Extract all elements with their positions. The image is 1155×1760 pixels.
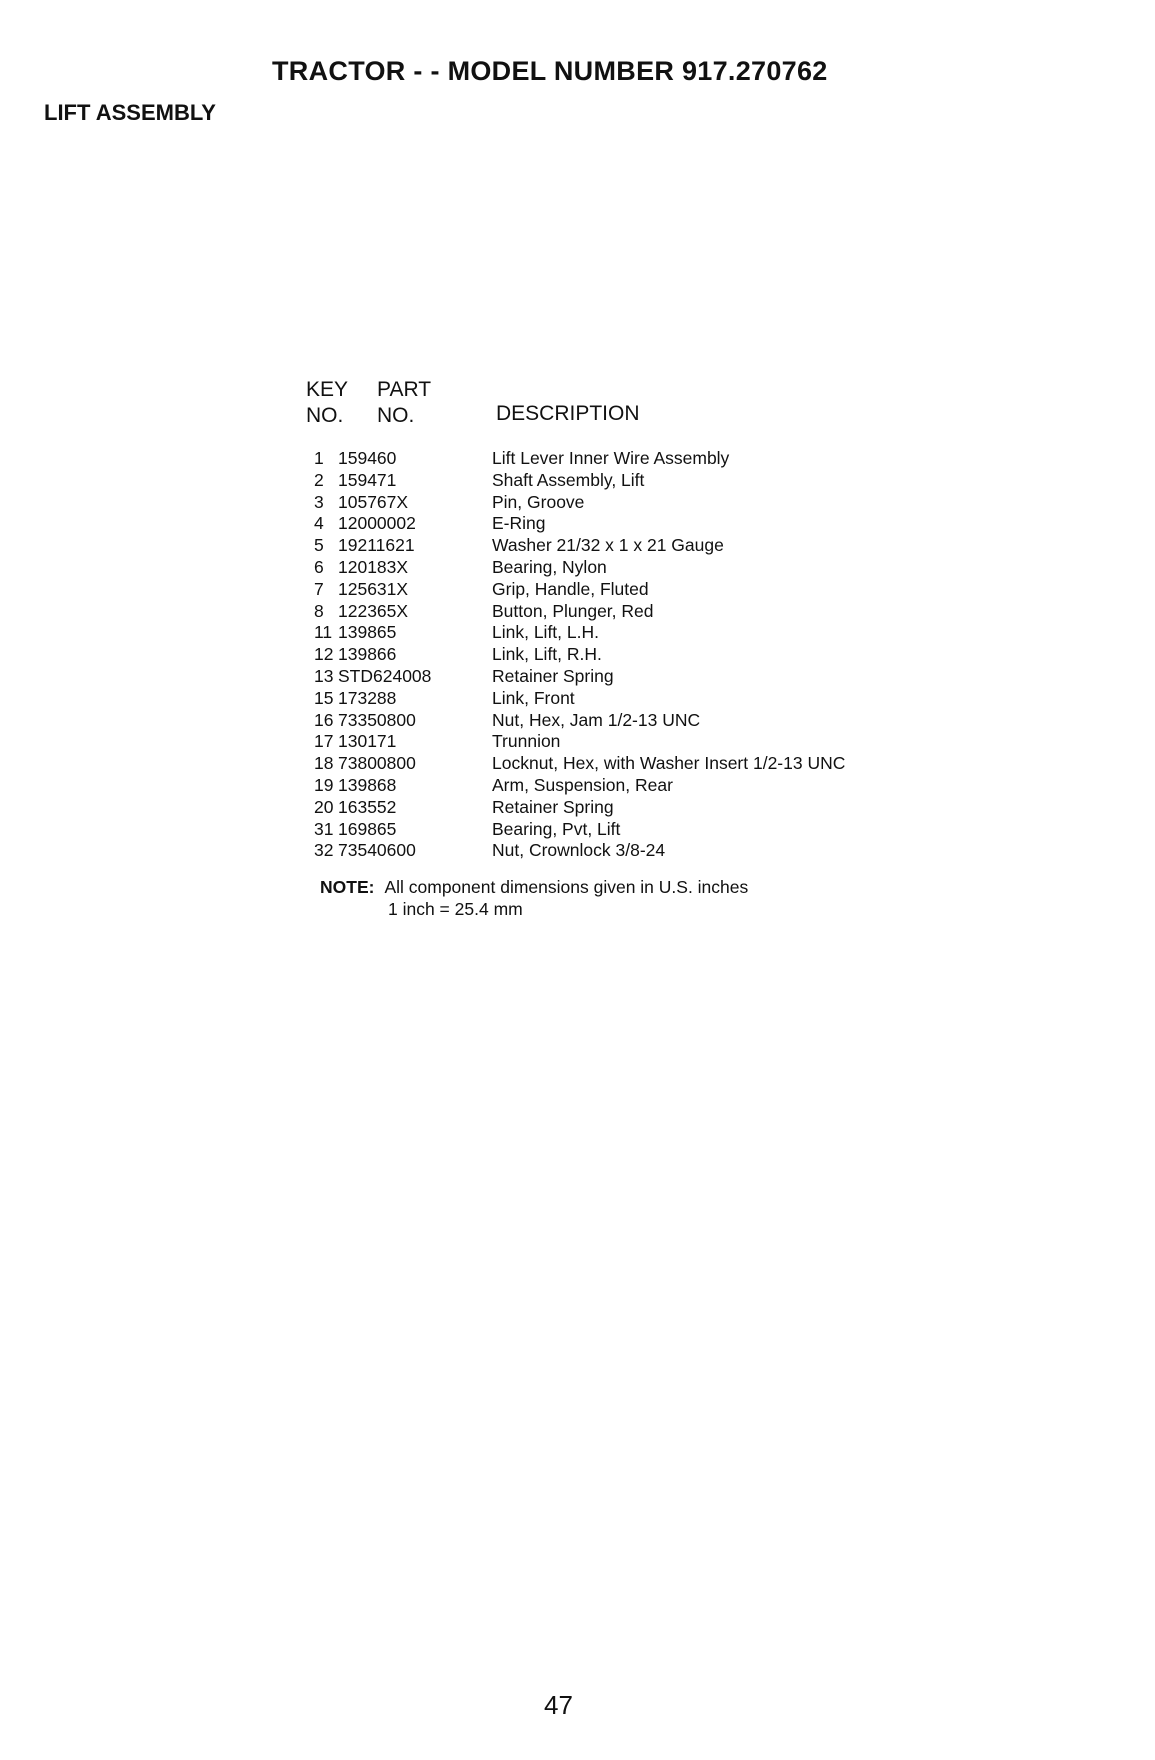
key-no: 11: [314, 622, 333, 643]
table-row: [306, 753, 946, 775]
part-header-line1: PART: [377, 378, 432, 401]
key-no: 31: [314, 818, 334, 839]
part-description: Grip, Handle, Fluted: [492, 578, 649, 599]
note-text-line2: 1 inch = 25.4 mm: [388, 899, 523, 919]
part-no: 159460: [338, 448, 397, 468]
table-row: [306, 579, 946, 601]
table-row: [306, 819, 946, 841]
key-no: 7: [314, 578, 324, 599]
table-body: [306, 448, 946, 862]
page-title: TRACTOR - - MODEL NUMBER 917.270762: [272, 56, 828, 86]
part-no: 163552: [338, 796, 397, 817]
part-no: 169865: [338, 818, 397, 839]
part-no: 130171: [338, 731, 397, 752]
table-header: [306, 378, 946, 440]
part-no: 73800800: [338, 753, 416, 774]
note-text-line1: All component dimensions given in U.S. inches: [384, 877, 749, 897]
table-row: [306, 644, 946, 666]
key-no: 32: [314, 840, 334, 861]
part-description: Button, Plunger, Red: [492, 600, 654, 621]
parts-table: [306, 378, 946, 862]
part-description: Trunnion: [492, 731, 561, 752]
table-row: [306, 797, 946, 819]
part-description: Shaft Assembly, Lift: [492, 469, 645, 490]
key-no: 13: [314, 665, 334, 686]
part-no: 120183X: [338, 556, 409, 577]
table-row: [306, 492, 946, 514]
table-row: [306, 731, 946, 753]
key-no: 5: [314, 535, 324, 556]
part-description: Link, Front: [492, 687, 575, 708]
note-label: NOTE:: [320, 877, 375, 897]
table-row: [306, 688, 946, 710]
part-description: Washer 21/32 x 1 x 21 Gauge: [492, 535, 724, 556]
key-no: 18: [314, 753, 334, 774]
key-no: 3: [314, 491, 324, 512]
key-no: 4: [314, 513, 324, 534]
part-no: 105767X: [338, 491, 409, 512]
part-no: 122365X: [338, 600, 409, 621]
key-no: 8: [314, 600, 324, 621]
part-no: 125631X: [338, 578, 409, 599]
part-no: 139866: [338, 644, 397, 665]
table-row: [306, 666, 946, 688]
description-header: DESCRIPTION: [496, 402, 640, 425]
table-row: [306, 601, 946, 623]
part-description: Retainer Spring: [492, 796, 614, 817]
key-no: 12: [314, 644, 334, 665]
part-description: Link, Lift, R.H.: [492, 644, 602, 665]
part-description: Link, Lift, L.H.: [492, 622, 599, 643]
note: [320, 876, 748, 920]
key-no: 1: [314, 448, 324, 468]
key-header-line2: NO.: [306, 404, 344, 427]
part-description: E-Ring: [492, 513, 546, 534]
table-row: [306, 557, 946, 579]
part-no: 12000002: [338, 513, 416, 534]
part-no: 173288: [338, 687, 397, 708]
page-number: 47: [544, 1690, 573, 1720]
part-description: Lift Lever Inner Wire Assembly: [492, 448, 730, 468]
key-no: 6: [314, 556, 324, 577]
table-row: [306, 535, 946, 557]
key-no: 16: [314, 709, 334, 730]
part-no: STD624008: [338, 665, 432, 686]
key-no: 19: [314, 774, 334, 795]
part-no: 19211621: [338, 535, 415, 556]
table-row: [306, 840, 946, 862]
part-description: Nut, Crownlock 3/8-24: [492, 840, 666, 861]
key-header-line1: KEY: [306, 378, 349, 401]
section-title: LIFT ASSEMBLY: [44, 100, 216, 125]
part-header-line2: NO.: [377, 404, 415, 427]
note-line1: [320, 876, 748, 898]
key-no: 2: [314, 469, 324, 490]
table-row: [306, 710, 946, 732]
part-description: Bearing, Pvt, Lift: [492, 818, 621, 839]
table-row: [306, 513, 946, 535]
key-no: 17: [314, 731, 334, 752]
table-row: [306, 775, 946, 797]
table-row: [306, 622, 946, 644]
part-no: 73540600: [338, 840, 416, 861]
part-description: Locknut, Hex, with Washer Insert 1/2-13 UNC: [492, 753, 846, 774]
part-description: Arm, Suspension, Rear: [492, 774, 673, 795]
part-description: Nut, Hex, Jam 1/2-13 UNC: [492, 709, 701, 730]
part-description: Pin, Groove: [492, 491, 585, 512]
part-no: 139865: [338, 622, 397, 643]
part-no: 159471: [338, 469, 397, 490]
table-row: [306, 470, 946, 492]
key-no: 20: [314, 796, 334, 817]
part-description: Retainer Spring: [492, 665, 614, 686]
part-no: 73350800: [338, 709, 416, 730]
table-row: [306, 448, 946, 470]
key-no: 15: [314, 687, 334, 708]
part-description: Bearing, Nylon: [492, 556, 607, 577]
part-no: 139868: [338, 774, 397, 795]
